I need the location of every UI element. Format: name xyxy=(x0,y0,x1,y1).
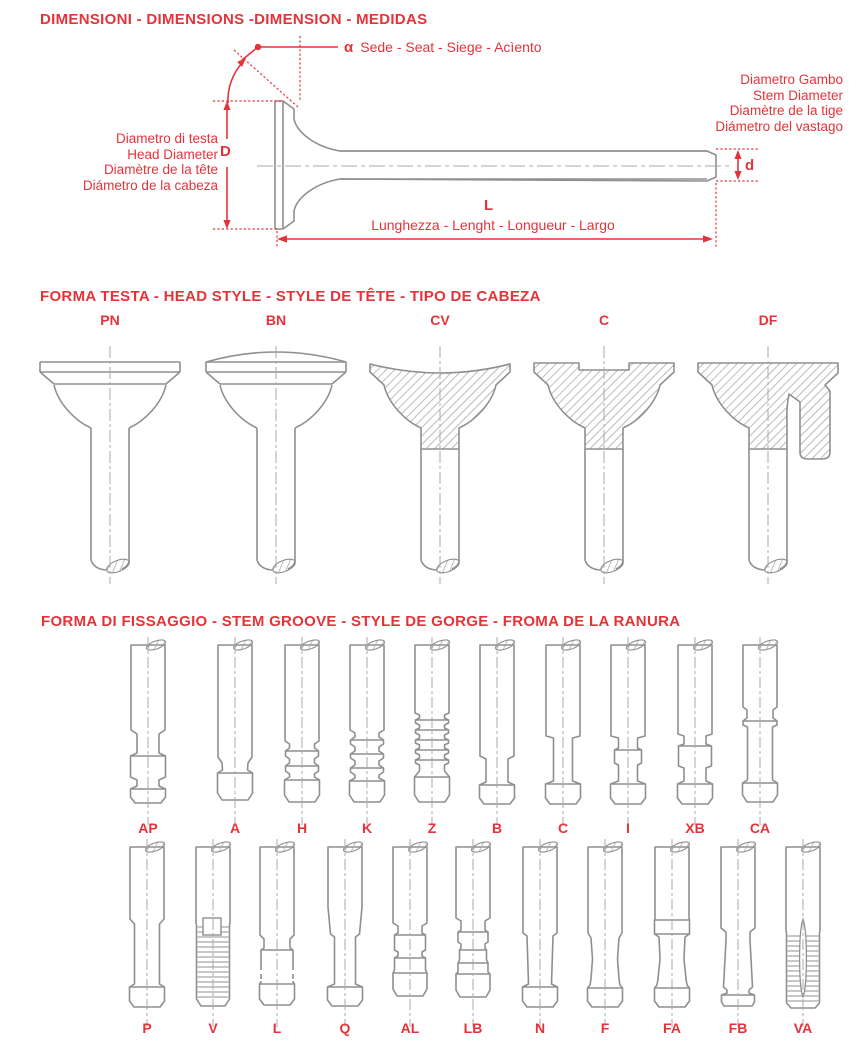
head-style-figure-C xyxy=(519,341,689,591)
stem-groove-code: VA xyxy=(793,1020,813,1036)
stem-diameter-line: Diamètre de la tige xyxy=(729,103,843,118)
stem-groove-code: I xyxy=(626,820,630,836)
stem-diameter-line: Stem Diameter xyxy=(752,87,843,103)
alpha-symbol: α xyxy=(344,39,354,56)
head-diameter-line: Diámetro de la cabeza xyxy=(82,177,218,193)
stem-groove-figure-I xyxy=(593,637,663,832)
stem-groove-code: K xyxy=(361,820,373,836)
stem-groove-figure-P xyxy=(112,839,182,1034)
head-style-code: PN xyxy=(100,312,120,328)
head-style-figure-BN xyxy=(191,341,361,591)
stem-groove-code: H xyxy=(296,820,308,836)
stem-grooves-title: FORMA DI FISSAGGIO - STEM GROOVE - STYLE DE GORGE - FROMA DE LA RANURA xyxy=(41,613,681,630)
head-diameter-line: Diamètre de la tête xyxy=(103,162,218,177)
stem-groove-code: P xyxy=(142,1020,152,1036)
stem-groove-code: AL xyxy=(400,1020,420,1036)
stem-groove-code: Z xyxy=(427,820,437,836)
stem-groove-figure-FA xyxy=(637,839,707,1034)
dim-symbol-D: D xyxy=(220,143,231,160)
stem-groove-code: A xyxy=(229,820,241,836)
head-style-figure-PN xyxy=(25,341,195,591)
stem-groove-figure-LB xyxy=(438,839,508,1034)
stem-diameter-line: Diámetro del vastago xyxy=(715,118,843,134)
extension-dotted-lines xyxy=(213,36,760,247)
stem-groove-code: F xyxy=(600,1020,610,1036)
head-diameter-line: Diametro di testa xyxy=(115,131,218,146)
stem-groove-code: Q xyxy=(339,1020,351,1036)
stem-groove-figure-XB xyxy=(660,637,730,832)
stem-groove-figure-B xyxy=(462,637,532,832)
stem-diameter-line: Diametro Gambo xyxy=(740,72,843,87)
seat-label xyxy=(344,39,542,56)
head-style-code: C xyxy=(598,312,610,328)
head-style-figure-CV xyxy=(355,341,525,591)
seat-label-text: Sede - Seat - Siege - Acìento xyxy=(360,39,542,55)
head-diameter-line: Head Diameter xyxy=(127,146,218,162)
stem-diameter-label xyxy=(600,72,843,134)
stem-groove-code: C xyxy=(557,820,569,836)
head-style-code: CV xyxy=(430,312,450,328)
dimension-lines xyxy=(213,36,760,247)
stem-groove-figure-L xyxy=(242,839,312,1034)
stem-groove-figure-V xyxy=(178,839,248,1034)
stem-groove-code: N xyxy=(534,1020,546,1036)
stem-groove-figure-C xyxy=(528,637,598,832)
stem-groove-figure-VA xyxy=(768,839,838,1034)
head-style-code: DF xyxy=(758,312,778,328)
stem-groove-code: LB xyxy=(463,1020,483,1036)
stem-groove-figure-CA xyxy=(725,637,795,832)
stem-groove-figure-F xyxy=(570,839,640,1034)
stem-groove-figure-K xyxy=(332,637,402,832)
stem-groove-figure-A xyxy=(200,637,270,832)
stem-groove-code: FB xyxy=(728,1020,748,1036)
stem-groove-figure-FB xyxy=(703,839,773,1034)
stem-groove-code: XB xyxy=(685,820,705,836)
stem-groove-code: B xyxy=(491,820,503,836)
stem-groove-code: V xyxy=(208,1020,218,1036)
stem-groove-code: AP xyxy=(138,820,158,836)
stem-groove-code: FA xyxy=(663,1020,681,1036)
head-diameter-label xyxy=(40,131,218,193)
head-style-code: BN xyxy=(265,312,287,328)
stem-groove-figure-Q xyxy=(310,839,380,1034)
stem-groove-figure-H xyxy=(267,637,337,832)
stem-groove-code: CA xyxy=(749,820,771,836)
stem-groove-figure-Z xyxy=(397,637,467,832)
head-style-figure-DF xyxy=(683,341,853,591)
stem-groove-code: L xyxy=(272,1020,282,1036)
length-label: Lunghezza - Lenght - Longueur - Largo xyxy=(371,217,615,233)
stem-groove-figure-N xyxy=(505,839,575,1034)
dim-symbol-L: L xyxy=(484,197,494,214)
head-styles-title: FORMA TESTA - HEAD STYLE - STYLE DE TÊTE - TIPO DE CABEZA xyxy=(40,288,541,305)
stem-groove-figure-AP xyxy=(113,637,183,832)
stem-groove-figure-AL xyxy=(375,839,445,1034)
dim-symbol-d: d xyxy=(745,157,755,174)
dimensions-title: DIMENSIONI - DIMENSIONS -DIMENSION - MEDIDAS xyxy=(40,11,428,28)
